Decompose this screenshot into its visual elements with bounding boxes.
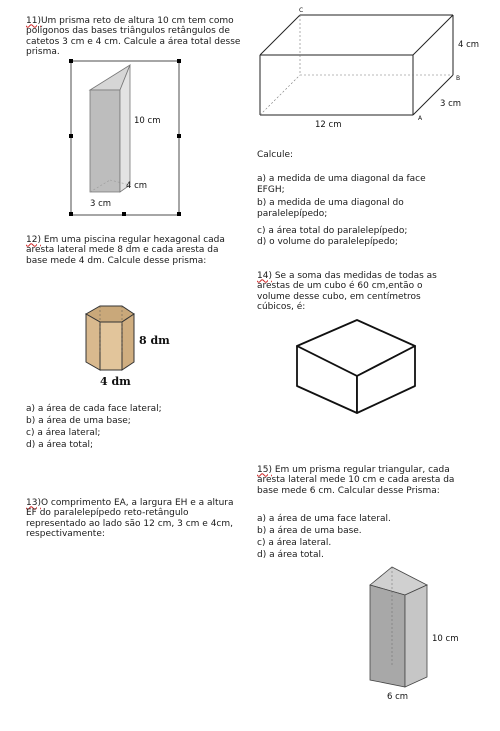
q14-number: 14) [257, 270, 272, 281]
q11-text: Um prisma reto de altura 10 cm tem como polígonos das bases triângulos retângulos de catetos 3 cm e 4 cm. Calcule a área total desse prisma. [26, 15, 241, 57]
q12-item-d: d) a área total; [26, 440, 94, 450]
q15-item-b: b) a área de uma base. [257, 526, 362, 536]
box-figure [255, 3, 495, 131]
q15-base-label: 6 cm [387, 692, 409, 702]
q11-prism-figure [70, 60, 180, 216]
box-height-label: 4 cm [458, 40, 480, 50]
q12-height-label: 8 dm [139, 334, 170, 347]
box-vertex-a: A [418, 115, 423, 122]
q11-leg-a-label: 4 cm [126, 181, 148, 191]
q12-edge-label: 4 dm [100, 375, 131, 388]
q15-triangular-prism-figure [365, 565, 475, 705]
q12-item-a: a) a área de cada face lateral; [26, 404, 162, 414]
q14-text: Se a soma das medidas de todas as arestas de um cubo é 60 cm,então o volume desse cubo, em centímetros cúbicos, é: [257, 270, 437, 312]
box-item-c: c) a área total do paralelepípedo; [257, 226, 408, 236]
q15-statement [257, 454, 462, 496]
q12-statement [26, 224, 226, 266]
q15-item-d: d) a área total. [257, 550, 324, 560]
q12-text: Em uma piscina regular hexagonal cada aresta lateral mede 8 dm e cada aresta da base mede 4 dm. Calcule desse prisma: [26, 234, 225, 266]
box-item-a: a) a medida de uma diagonal da face EFGH; [257, 174, 426, 195]
q15-number: 15) [257, 464, 272, 475]
q12-number: 12) [26, 234, 41, 245]
q13-statement [26, 487, 241, 540]
box-item-d: d) o volume do paralelepípedo; [257, 237, 398, 247]
q11-height-label: 10 cm [134, 116, 161, 126]
q12-item-c: c) a área lateral; [26, 428, 101, 438]
q15-text: Em um prisma regular triangular, cada aresta lateral mede 10 cm e cada aresta da base mede 6 cm. Calcular desse Prisma: [257, 464, 455, 496]
q11-number: 11) [26, 15, 41, 26]
q12-hexagonal-prism-figure [78, 300, 178, 390]
q14-cube-figure [295, 318, 420, 418]
q15-height-label: 10 cm [432, 634, 459, 644]
box-vertex-c: C [299, 7, 304, 14]
q11-leg-b-label: 3 cm [90, 199, 112, 209]
q15-item-a: a) a área de uma face lateral. [257, 514, 391, 524]
box-item-b: b) a medida de uma diagonal do paralelepípedo; [257, 198, 404, 219]
box-width-label: 3 cm [440, 99, 462, 109]
q13-number: 13) [26, 497, 41, 508]
q14-statement [257, 260, 457, 313]
box-length-label: 12 cm [315, 120, 342, 130]
q12-item-b: b) a área de uma base; [26, 416, 131, 426]
box-vertex-b: B [456, 75, 461, 82]
q15-item-c: c) a área lateral. [257, 538, 332, 548]
q11-statement [26, 5, 246, 58]
q13-text: O comprimento EA, a largura EH e a altura EF do paralelepípedo reto-retângulo representado ao lado são 12 cm, 3 cm e 4cm, respectivamente: [26, 497, 234, 539]
box-prompt: Calcule: [257, 150, 294, 160]
